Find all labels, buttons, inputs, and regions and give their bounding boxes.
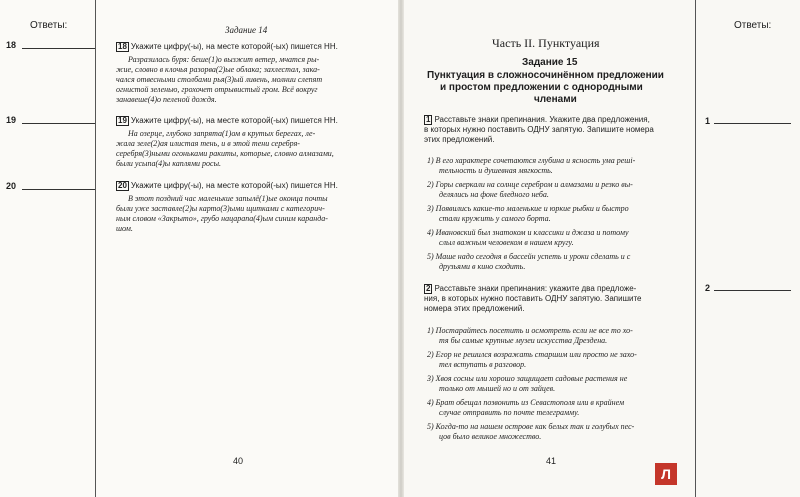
text-line: огнистой зеленью, грохочет отрывистый гром. Всё вокруг bbox=[116, 85, 318, 94]
list-item: случае отправить по почте телеграмму. bbox=[439, 408, 580, 417]
list-item: тел вступать в разговор. bbox=[439, 360, 527, 369]
list-item: 3) Появились какие-то маленькие и юркие рыбки и быстро bbox=[427, 204, 629, 213]
publisher-logo: Л bbox=[655, 463, 677, 485]
text-line: Разразилась буря: беше(1)о вызжит ветер, мчатся ры- bbox=[128, 55, 320, 64]
prompt-line: в которых нужно поставить ОДНУ запятую. Запишите номера bbox=[424, 125, 654, 134]
page-number: 41 bbox=[546, 456, 557, 466]
right-answers-column bbox=[695, 0, 791, 497]
text-line: На озерце, глубоко запрята(1)ом в крутых берегах, ле- bbox=[128, 129, 316, 138]
text-line: занавеше(4)о пеленой дождя. bbox=[116, 95, 217, 104]
left-answers-column bbox=[0, 0, 96, 497]
answer-line[interactable] bbox=[714, 290, 791, 291]
prompt-line: ния, в которых нужно поставить ОДНУ запятую. Запишите bbox=[424, 294, 642, 303]
question-18-prompt: 18 Укажите цифру(-ы), на месте которой(-ых) пишется НН. bbox=[118, 42, 338, 51]
question-number-badge: 2 bbox=[426, 284, 431, 293]
text-line: были уже заставле(2)ы карто(3)ыми щитками с категорич- bbox=[116, 204, 325, 213]
list-item: 2) Егор не решился возражать старшим или просто не захо- bbox=[427, 350, 637, 359]
answer-row-number: 1 bbox=[705, 116, 711, 126]
list-item: тя бы самые крупные музеи искусства Дрездена. bbox=[439, 336, 608, 345]
subtitle-line: Пунктуация в сложносочинённом предложении bbox=[427, 70, 664, 81]
list-item: 1) В его характере сочетаются глубина и ясность ума решi- bbox=[427, 156, 636, 165]
list-item: тельность и душевная мягкость. bbox=[439, 166, 553, 175]
question-number-badge: 1 bbox=[426, 115, 431, 124]
text-line: шом. bbox=[116, 224, 133, 233]
task-title: Задание 14 bbox=[225, 25, 268, 35]
list-item: друзьями в кино сходить. bbox=[439, 262, 526, 271]
answer-line[interactable] bbox=[22, 48, 95, 49]
question-number-badge: 19 bbox=[118, 116, 127, 125]
text-line: жие, словно в клочья разорва(2)ые облака; захлестал, зака- bbox=[116, 65, 320, 74]
list-item: 5) Когда-то на нашем острове как белых так и голубых пес- bbox=[427, 422, 635, 431]
answers-label: Ответы: bbox=[30, 20, 68, 31]
list-item: слыл важным человеком в нашем кругу. bbox=[439, 238, 574, 247]
answers-label: Ответы: bbox=[734, 20, 772, 31]
list-item: 1) Постарайтесь посетить и осмотреть если не все то хо- bbox=[427, 326, 633, 335]
list-item: только от мышей но и от зайцев. bbox=[439, 384, 556, 393]
answer-line[interactable] bbox=[22, 189, 95, 190]
list-item: цов было великое множество. bbox=[439, 432, 542, 441]
text-line: чался отвесными столбами рья(3)ый ливень, молнии слепят bbox=[116, 75, 323, 84]
question-number-badge: 20 bbox=[118, 181, 127, 190]
question-19-prompt: 19 Укажите цифру(-ы), на месте которой(-ых) пишется НН. bbox=[118, 116, 338, 125]
list-item: делялись на фоне бледного неба. bbox=[439, 190, 549, 199]
task-title: Задание 15 bbox=[522, 57, 578, 68]
question-1-prompt: 1 Расставьте знаки препинания. Укажите два предложения, bbox=[426, 115, 650, 124]
text-line: были усыпа(4)ы каплями росы. bbox=[116, 159, 222, 168]
list-item: 3) Хвоя сосны или хорошо защищает садовые растения не bbox=[427, 374, 628, 383]
answer-row-number: 19 bbox=[6, 115, 17, 125]
list-item: 4) Ивановский был знатоком и классики и джаза и потому bbox=[427, 228, 629, 237]
prompt-line: этих предложений. bbox=[424, 135, 495, 144]
subtitle-line: членами bbox=[534, 94, 577, 105]
book-spine bbox=[398, 0, 404, 497]
page-number: 40 bbox=[233, 456, 244, 466]
question-20-prompt: 20 Укажите цифру(-ы), на месте которой(-ых) пишется НН. bbox=[118, 181, 338, 190]
subtitle-line: и простом предложении с однородными bbox=[440, 82, 643, 93]
list-item: 2) Горы сверкали на солнце серебром и алмазами и резко вы- bbox=[427, 180, 633, 189]
prompt-line: номера этих предложений. bbox=[424, 304, 525, 313]
text-line: ным словом «Закрыто», грубо нацарапа(4)ым синим каранда- bbox=[116, 214, 328, 223]
part-title: Часть II. Пунктуация bbox=[492, 36, 600, 50]
question-2-prompt: 2 Расставьте знаки препинания: укажите два предложе- bbox=[426, 284, 637, 293]
answer-line[interactable] bbox=[714, 123, 791, 124]
answer-line[interactable] bbox=[22, 123, 95, 124]
text-line: серебря(3)ными огоньками ракиты, которые, словно алмазами, bbox=[116, 149, 334, 158]
question-number-badge: 18 bbox=[118, 42, 127, 51]
answer-row-number: 2 bbox=[705, 283, 711, 293]
list-item: 4) Брат обещал позвонить из Севастополя или в крайнем bbox=[427, 398, 625, 407]
list-item: 5) Маше надо сегодня в бассейн успеть и уроки сделать и с bbox=[427, 252, 631, 261]
answer-row-number: 18 bbox=[6, 40, 17, 50]
list-item: стали кружить у самого борта. bbox=[439, 214, 551, 223]
answer-row-number: 20 bbox=[6, 181, 17, 191]
text-line: жала зеле(2)ая илистая тень, и в этой тени серебря- bbox=[116, 139, 300, 148]
text-line: В этот поздний час маленькие запылё(1)ые оконца почты bbox=[128, 194, 328, 203]
